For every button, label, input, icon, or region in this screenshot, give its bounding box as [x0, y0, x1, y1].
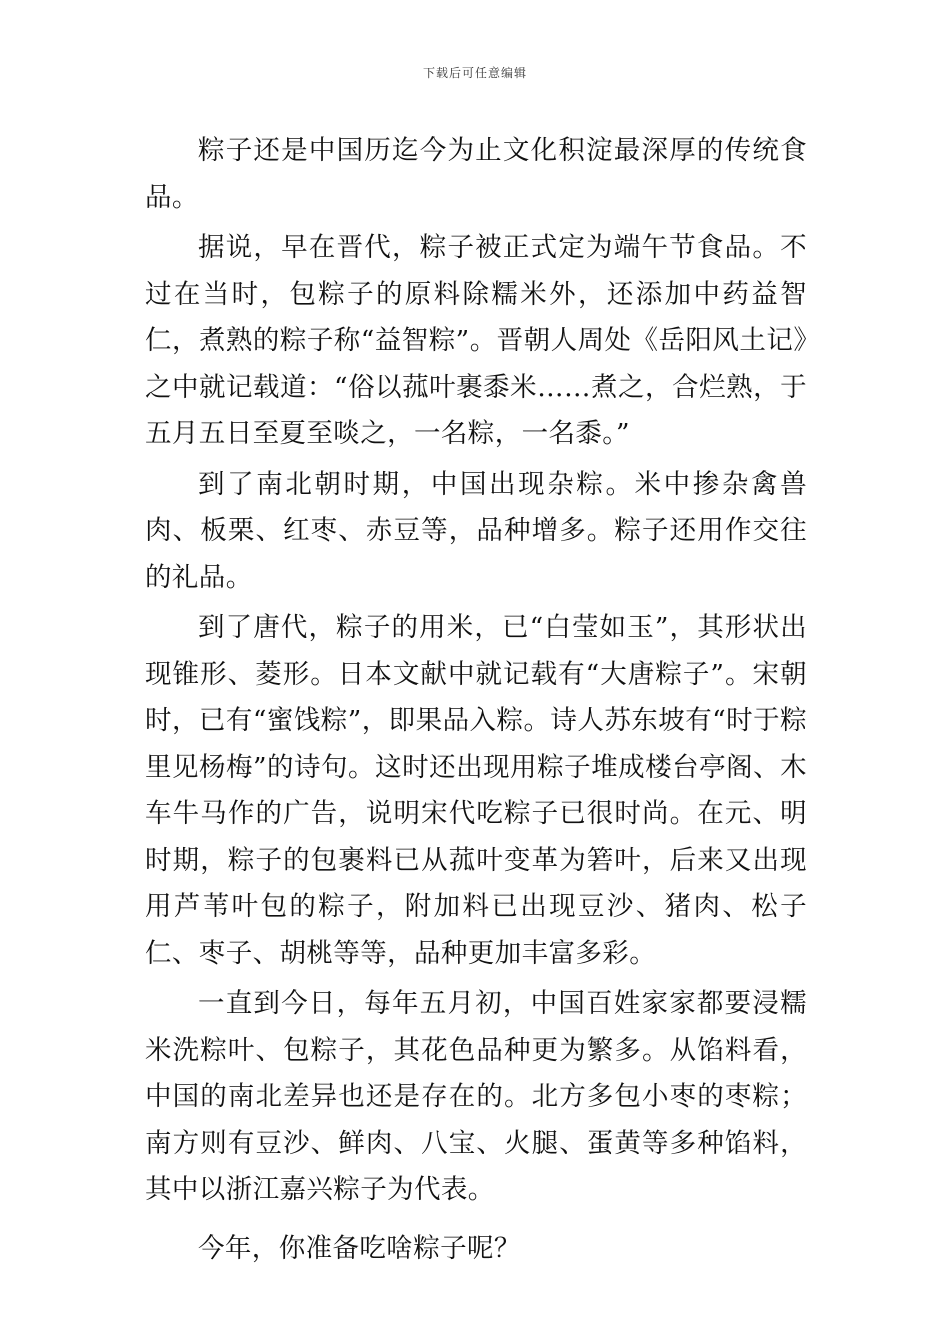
- paragraph-tang-song-yuan-ming: 到了唐代，粽子的用米，已“白莹如玉”，其形状出现锥形、菱形。日本文献中就记载有“大唐粽子”。宋朝时，已有“蜜饯粽”，即果品入粽。诗人苏东坡有“时于粽里见杨梅”的诗句。这时还出现用粽子堆成楼台亭阁、木车牛马作的广告，说明宋代吃粽子已很时尚。在元、明时期，粽子的包裹料已从菰叶变革为箬叶，后来又出现用芦苇叶包的粽子，附加料已出现豆沙、猪肉、松子仁、枣子、胡桃等等，品种更加丰富多彩。: [145, 612, 807, 969]
- document-body: [145, 128, 807, 1272]
- paragraph-southern-northern-dynasties: 到了南北朝时期，中国出现杂粽。米中掺杂禽兽肉、板栗、红枣、赤豆等，品种增多。粽子还用作交往的礼品。: [145, 468, 807, 593]
- paragraph-jin-dynasty: 据说，早在晋代，粽子被正式定为端午节食品。不过在当时，包粽子的原料除糯米外，还添加中药益智仁，煮熟的粽子称“益智粽”。晋朝人周处《岳阳风土记》之中就记载道：“俗以菰叶裹黍米……煮之，合烂熟，于五月五日至夏至啖之，一名粽，一名黍。”: [145, 232, 807, 449]
- page-header-note: 下载后可任意编辑: [422, 66, 527, 80]
- paragraph-today: 一直到今日，每年五月初，中国百姓家家都要浸糯米洗粽叶、包粽子，其花色品种更为繁多。从馅料看，中国的南北差异也还是存在的。北方多包小枣的枣粽；南方则有豆沙、鲜肉、八宝、火腿、蛋黄等多种馅料，其中以浙江嘉兴粽子为代表。: [145, 988, 807, 1205]
- paragraph-intro: 粽子还是中国历迄今为止文化积淀最深厚的传统食品。: [145, 135, 807, 213]
- paragraph-closing-question: 今年，你准备吃啥粽子呢？: [198, 1232, 521, 1264]
